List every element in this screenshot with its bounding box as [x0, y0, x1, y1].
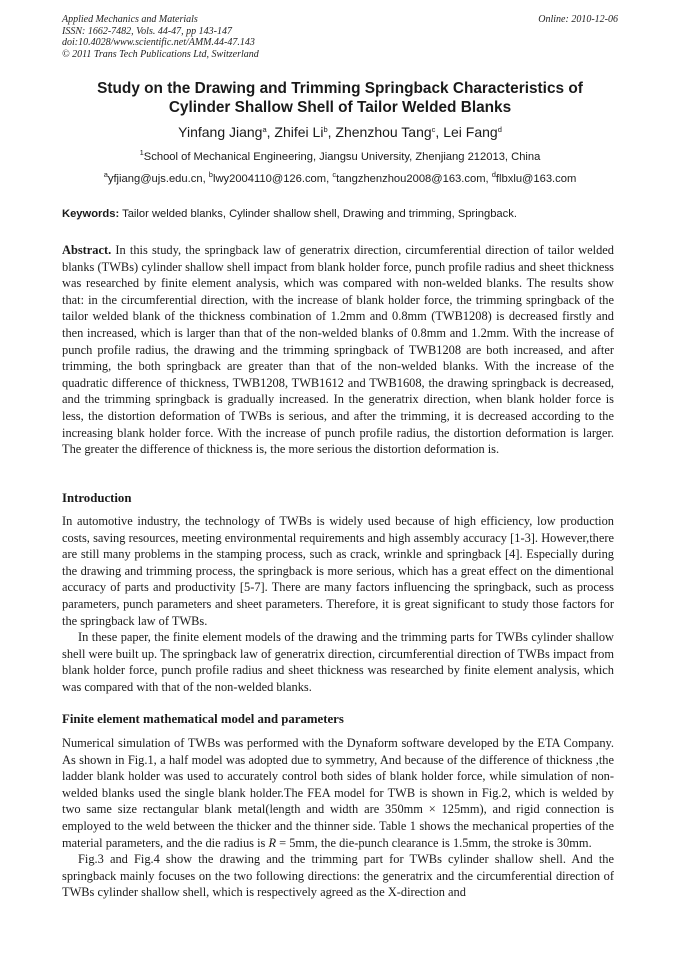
author-list — [62, 123, 618, 141]
author-separator: , — [435, 124, 444, 140]
author-separator: , — [327, 124, 336, 140]
keywords — [62, 207, 618, 222]
abstract-label: Abstract. — [62, 243, 112, 257]
copyright-line: © 2011 Trans Tech Publications Ltd, Switzerland — [62, 48, 259, 60]
paragraph-text: Numerical simulation of TWBs was performed with the Dynaform software developed by the ETA Company. As shown in Fig.1, a half model was adopted due to symmetry, And because of the difference of thickness ,the ladder blank holder was used to accurately control both sides of blank holder force, while simulation of non-welded blanks used the single blank holder.The FEA model for TWB is shown in Fig.2, which is welded by two same size rectangular blank metal(length and width are 350mm × 125mm), and rigid connection is employed to the weld between the thicker and the thinner side. Table 1 shows the mechanical properties of the material parameters, and the die radius is — [62, 736, 614, 850]
section-heading-introduction: Introduction — [62, 491, 132, 505]
abstract — [62, 242, 614, 458]
issn-line: ISSN: 1662-7482, Vols. 44-47, pp 143-147 — [62, 25, 232, 37]
email-sup: a — [103, 170, 108, 179]
title-line-2: Cylinder Shallow Shell of Tailor Welded Blanks — [168, 99, 512, 116]
journal-name: Applied Mechanics and Materials — [62, 14, 198, 25]
email-sup: c — [332, 170, 337, 179]
author-sup: d — [497, 125, 502, 134]
author-name: Zhifei Li — [274, 124, 324, 140]
affiliation — [62, 149, 618, 165]
author-name: Zhenzhou Tang — [335, 124, 432, 140]
author-sup: b — [323, 125, 328, 134]
email-separator: , — [326, 173, 333, 185]
author-sup: a — [262, 125, 267, 134]
email-address[interactable]: flbxlu@163.com — [495, 173, 577, 185]
email-address[interactable]: lwy2004110@126.com — [212, 173, 327, 185]
online-date: Online: 2010-12-06 — [538, 14, 618, 25]
journal-header — [62, 14, 618, 60]
keywords-text: Tailor welded blanks, Cylinder shallow shell, Drawing and trimming, Springback. — [119, 208, 517, 220]
email-address[interactable]: tangzhenzhou2008@163.com — [336, 173, 486, 185]
paragraph: In automotive industry, the technology of TWBs is widely used because of high efficiency, low production costs, saving resources, meeting environmental requirements and high assembly accuracy [1-3]. However,there are still many problems in the stamping process, such as crack, wrinkle and springback [4]. Especially during the drawing and trimming process, the springback is more serious, which has a great effect on the dimentional accuracy of parts and productivity [5-7]. There are many factors influencing the springback, such as process parameters, punch parameters and sheet parameters. Therefore, it is great significant to study those factors for the springback law of TWBs. — [62, 514, 614, 628]
email-separator: , — [202, 173, 209, 185]
fe-section-body — [62, 735, 614, 901]
author-name: Yinfang Jiang — [178, 124, 263, 140]
author-separator: , — [266, 124, 275, 140]
math-variable: R — [268, 835, 277, 850]
paragraph-text: = 5mm, the die-punch clearance is 1.5mm, the stroke is 30mm. — [276, 835, 592, 850]
email-list — [62, 171, 618, 187]
paragraph: Fig.3 and Fig.4 show the drawing and the trimming part for TWBs cylinder shallow shell. And the springback mainly focuses on the two following directions: the generatrix and the circumferential direction of TWBs cylinder shallow shell, which is respectively agreed as the X-direction and — [62, 852, 614, 900]
paragraph — [62, 735, 614, 851]
section-heading-fe-model: Finite element mathematical model and parameters — [62, 712, 344, 726]
paper-title — [62, 79, 618, 117]
affiliation-sup: 1 — [139, 148, 144, 157]
title-line-1: Study on the Drawing and Trimming Springback Characteristics of — [97, 80, 583, 97]
author-name: Lei Fang — [443, 124, 498, 140]
paragraph: In these paper, the finite element models of the drawing and the trimming parts for TWBs cylinder shallow shell were built up. The springback law of generatrix direction, circumferential direction of TWBs impact from blank holder force, punch profile radius and sheet thickness was researched by finite element analysis, which was compared with that of the non-welded blanks. — [62, 630, 614, 694]
email-separator: , — [485, 173, 492, 185]
email-sup: d — [491, 170, 496, 179]
doi-line: doi:10.4028/www.scientific.net/AMM.44-47.143 — [62, 37, 255, 48]
keywords-label: Keywords: — [62, 208, 120, 220]
affiliation-text: School of Mechanical Engineering, Jiangsu University, Zhenjiang 212013, China — [143, 151, 541, 163]
abstract-text: In this study, the springback law of generatrix direction, circumferential direction of tailor welded blanks (TWBs) cylinder shallow shell impact from blank holder force, punch profile radius and sheet thickness was researched by finite element analysis, which was compared with non-welded blanks. The results show that: in the circumferential direction, with the increase of blank holder force, the trimming springback of the tailor welded blank of the thickness combination of 1.2mm and 0.8mm (TWB1208) is decreased firstly and then increased, which is larger than that of the non-welded blanks of 0.8mm and 1.2mm. With the increase of punch profile radius, the drawing and the trimming springback of TWB1208 are both increased, and after trimming, the both springback are greater than that of the non-welded blanks. With the increase of the quadratic difference of thickness, TWB1208, TWB1612 and TWB1608, the drawing springback is decreased, and the trimming springback is gradually increased. In the generatrix direction, when blank holder force is less, the distortion deformation of TWBs is serious, and after the trimming, it is decreased according to the increasing blank holder force. With the increase of punch profile radius, the distortion deformation is larger. The greater the difference of thickness is, the more serious the distortion deformation is. — [62, 243, 614, 457]
email-address[interactable]: yfjiang@ujs.edu.cn — [107, 173, 203, 185]
introduction-body — [62, 513, 614, 696]
author-sup: c — [431, 125, 436, 134]
email-sup: b — [208, 170, 213, 179]
